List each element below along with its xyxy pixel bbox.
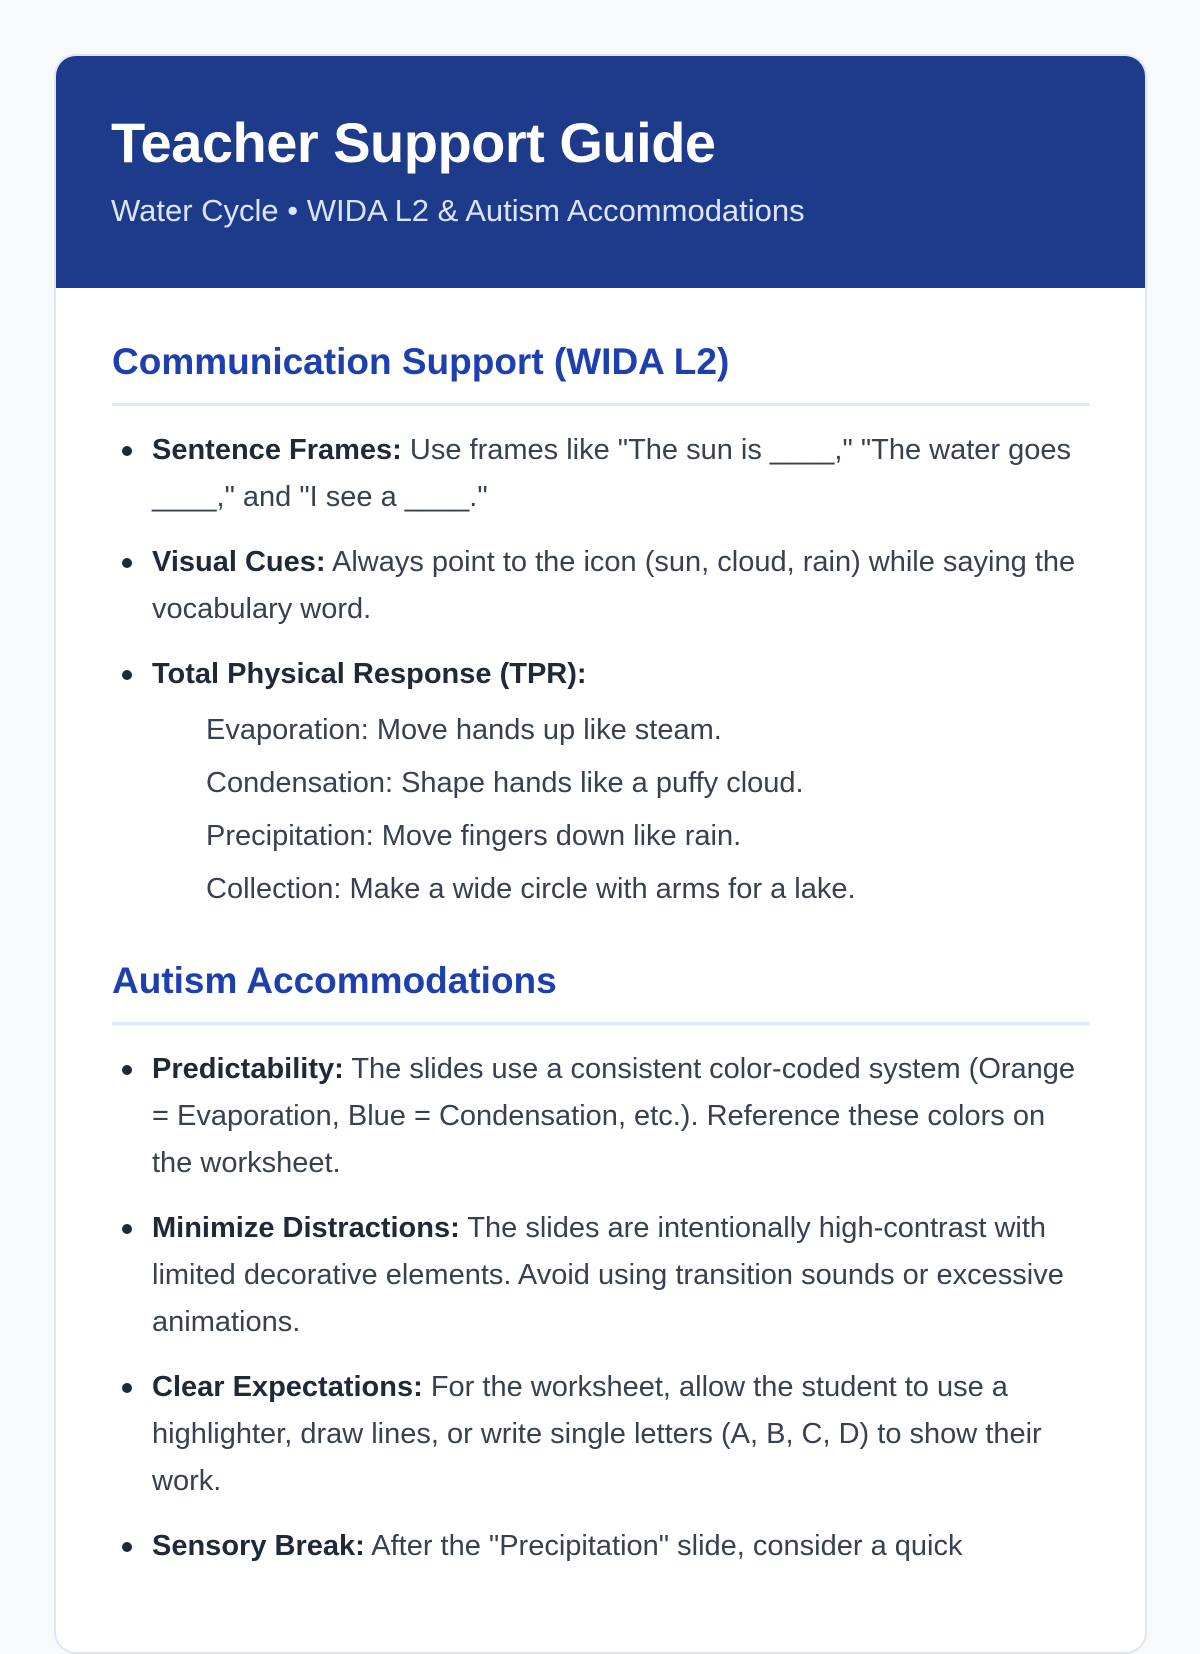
tpr-item: Precipitation: Move fingers down like rain. (206, 820, 742, 852)
item-label: Minimize Distractions: (152, 1212, 460, 1244)
bullet-icon (122, 1383, 132, 1393)
bullet-icon (122, 1224, 132, 1234)
list-item (112, 1205, 1090, 1346)
autism-list (112, 1046, 1090, 1570)
section-heading-autism: Autism Accommodations (112, 960, 1090, 1025)
item-label: Visual Cues: (152, 546, 326, 578)
tpr-sublist (152, 704, 1090, 916)
bullet-icon (122, 670, 132, 680)
list-item (112, 539, 1090, 633)
item-text: Use frames like "The sun is ____," "The water goes ____," and "I see a ____." (152, 434, 1072, 513)
item-text: The slides are intentionally high-contrast with limited decorative elements. Avoid using transition sounds or excessive animations. (152, 1212, 1064, 1338)
page-title: Teacher Support Guide (111, 111, 716, 174)
guide-header (56, 56, 1145, 288)
item-label: Sentence Frames: (152, 434, 402, 466)
tpr-item: Evaporation: Move hands up like steam. (206, 714, 722, 746)
guide-content (56, 341, 1145, 1570)
tpr-item: Collection: Make a wide circle with arms for a lake. (206, 873, 856, 905)
bullet-icon (122, 446, 132, 456)
item-text: After the "Precipitation" slide, consider a quick (371, 1530, 963, 1562)
item-label: Clear Expectations: (152, 1371, 423, 1403)
item-label: Total Physical Response (TPR): (152, 658, 587, 690)
bullet-icon (122, 1542, 132, 1552)
list-item (112, 1364, 1090, 1505)
list-item (112, 1523, 1090, 1570)
communication-list (112, 427, 1090, 916)
list-item (112, 1046, 1090, 1187)
bullet-icon (122, 558, 132, 568)
item-label: Sensory Break: (152, 1530, 365, 1562)
page-subtitle: Water Cycle • WIDA L2 & Autism Accommodations (111, 193, 805, 228)
list-item (112, 651, 1090, 916)
item-text: The slides use a consistent color-coded system (Orange = Evaporation, Blue = Condensation, etc.). Reference these colors on the worksheet. (152, 1053, 1076, 1179)
item-text: For the worksheet, allow the student to use a highlighter, draw lines, or write single letters (A, B, C, D) to show their work. (152, 1371, 1042, 1497)
bullet-icon (122, 1065, 132, 1075)
guide-card (54, 54, 1147, 1654)
tpr-item: Condensation: Shape hands like a puffy cloud. (206, 767, 804, 799)
list-item (112, 427, 1090, 521)
item-label: Predictability: (152, 1053, 344, 1085)
section-heading-communication: Communication Support (WIDA L2) (112, 341, 1090, 406)
item-text: Always point to the icon (sun, cloud, rain) while saying the vocabulary word. (152, 546, 1076, 625)
